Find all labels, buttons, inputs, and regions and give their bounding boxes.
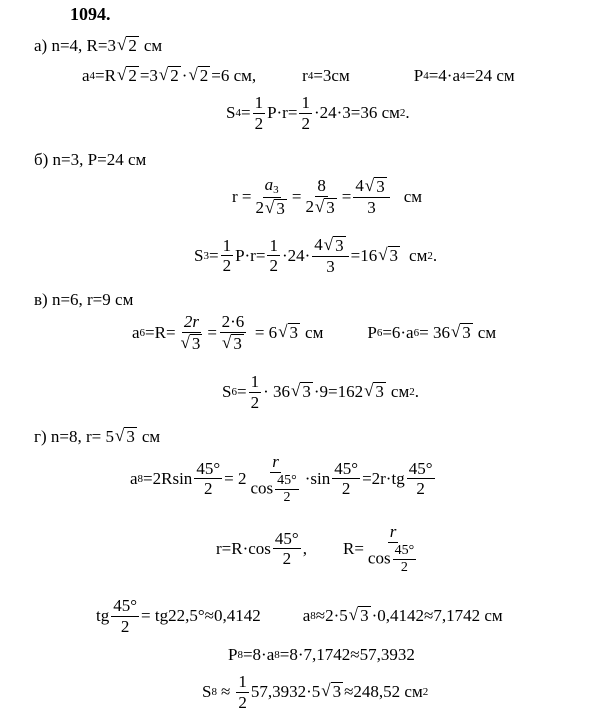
sqrt-3: √ 3 — [290, 381, 311, 402]
part-g-line5: P 8 =8·a 8 =8·7,1742≈57,3932 — [228, 645, 415, 664]
fraction: $\frac{1}{2}$ — [269, 235, 278, 276]
part-g-header: г) n=8, r= 5 √ 3 см — [34, 426, 161, 447]
part-b-line3: S 3 = $\frac{1}{2}$ P·r= $\frac{1}{2}$ ·24· 4 √ 3 3 =16 √ 3 см 2 . — [194, 235, 438, 276]
part-b-header — [34, 150, 146, 170]
sqrt-2: √ 2 — [116, 35, 137, 56]
part-v-line3: S 6 = $\frac{1}{2}$ · 36 √ 3 ·9=162 √ 3 см 2 . — [222, 372, 419, 412]
problem-number — [70, 4, 111, 25]
fraction: 4 √ 3 3 — [312, 235, 348, 276]
sqrt-3: √ 3 — [450, 321, 471, 342]
part-a-line2: a 4 =R √ 2 =3 √ 2 · √ 2 =6 см, r 4 =3см P 4 =4·a 4 =24 см — [82, 65, 515, 86]
part-b-label: б) n=3, P=24 см — [34, 150, 147, 169]
part-a-label: а) n=4, R=3 — [34, 36, 116, 55]
part-a-header — [34, 36, 162, 56]
sqrt-3: √ 3 — [114, 426, 135, 447]
problem-number-text: 1094. — [70, 4, 111, 24]
part-g-line6: S 8 ≈ $\frac{1}{2}$ 57,3932·5 √ 3 ≈248,52 см 2 — [202, 672, 429, 712]
part-v-label: в) n=6, r=9 см — [34, 290, 134, 309]
fraction: r cos $\frac{45^\circ}{2}$ — [367, 522, 415, 575]
fraction: 2·6 √ 3 — [221, 312, 245, 353]
fraction: $\frac{1}{2}$ — [301, 93, 310, 133]
fraction: $a_3$ 2 √ 3 — [255, 175, 285, 218]
part-g-line3: r=R·cos $\frac{45^\circ}{2}$ , R= r cos $\frac{45^\circ}{2}$ — [216, 522, 422, 576]
fraction: $\frac{1}{2}$ — [222, 235, 232, 276]
fraction: $\frac{1}{2}$ — [250, 372, 260, 412]
part-g-line4: tg $\frac{45^\circ}{2}$ = tg22,5°≈0,4142 a 8 ≈2·5 √ 3 ·0,4142≈7,1742 см — [96, 596, 503, 636]
fraction: $\frac{1}{2}$ — [254, 93, 264, 133]
sqrt-2: √ 2 — [158, 65, 179, 86]
sqrt-2: √ 2 — [188, 65, 209, 86]
part-g-line2: a 8 =2Rsin $\frac{45^\circ}{2}$ = 2 r cos $\frac{45^\circ}{2}$ ·sin $\frac{45^\circ}{2}$ =2r·tg $\frac{45^\circ}{2}$ — [130, 452, 433, 505]
sqrt-3: √ 3 — [321, 681, 342, 702]
sqrt-3: √ 3 — [348, 605, 369, 626]
sqrt-3: √ 3 — [278, 321, 299, 342]
part-v-line2: a 6 =R= 2r √ 3 = 2·6 √ 3 = 6 √ 3 см P 6 =6·a 6 = 36 √ 3 см — [132, 312, 497, 353]
fraction: 2r √ 3 — [180, 312, 201, 353]
fraction: $\frac{45^\circ}{2}$ — [408, 458, 433, 499]
fraction: $\frac{45^\circ}{2}$ — [334, 458, 359, 499]
sqrt-2: √ 2 — [116, 65, 137, 86]
fraction: $\frac{45^\circ}{2}$ — [113, 596, 138, 636]
fraction: $\frac{1}{2}$ — [238, 672, 247, 712]
part-v-header — [34, 290, 133, 310]
fraction: $\frac{45^\circ}{2}$ — [196, 458, 221, 499]
fraction: 4 √ 3 3 — [353, 176, 389, 217]
sqrt-3: √ 3 — [364, 381, 384, 402]
fraction: $\frac{45^\circ}{2}$ — [274, 528, 299, 569]
part-g-label: г) n=8, r= 5 — [34, 427, 114, 446]
sqrt-3: √ 3 — [378, 244, 399, 265]
unit: см — [143, 36, 163, 55]
part-b-line2: r = $a_3$ 2 √ 3 = 8 2 √ 3 = 4 √ 3 3 см — [232, 175, 423, 218]
fraction: r cos $\frac{45^\circ}{2}$ — [250, 452, 297, 505]
fraction: 8 2 √ 3 — [305, 176, 335, 217]
part-a-line3: S 4 = $\frac{1}{2}$ P·r= $\frac{1}{2}$ ·24·3=36 см 2 . — [226, 93, 410, 133]
